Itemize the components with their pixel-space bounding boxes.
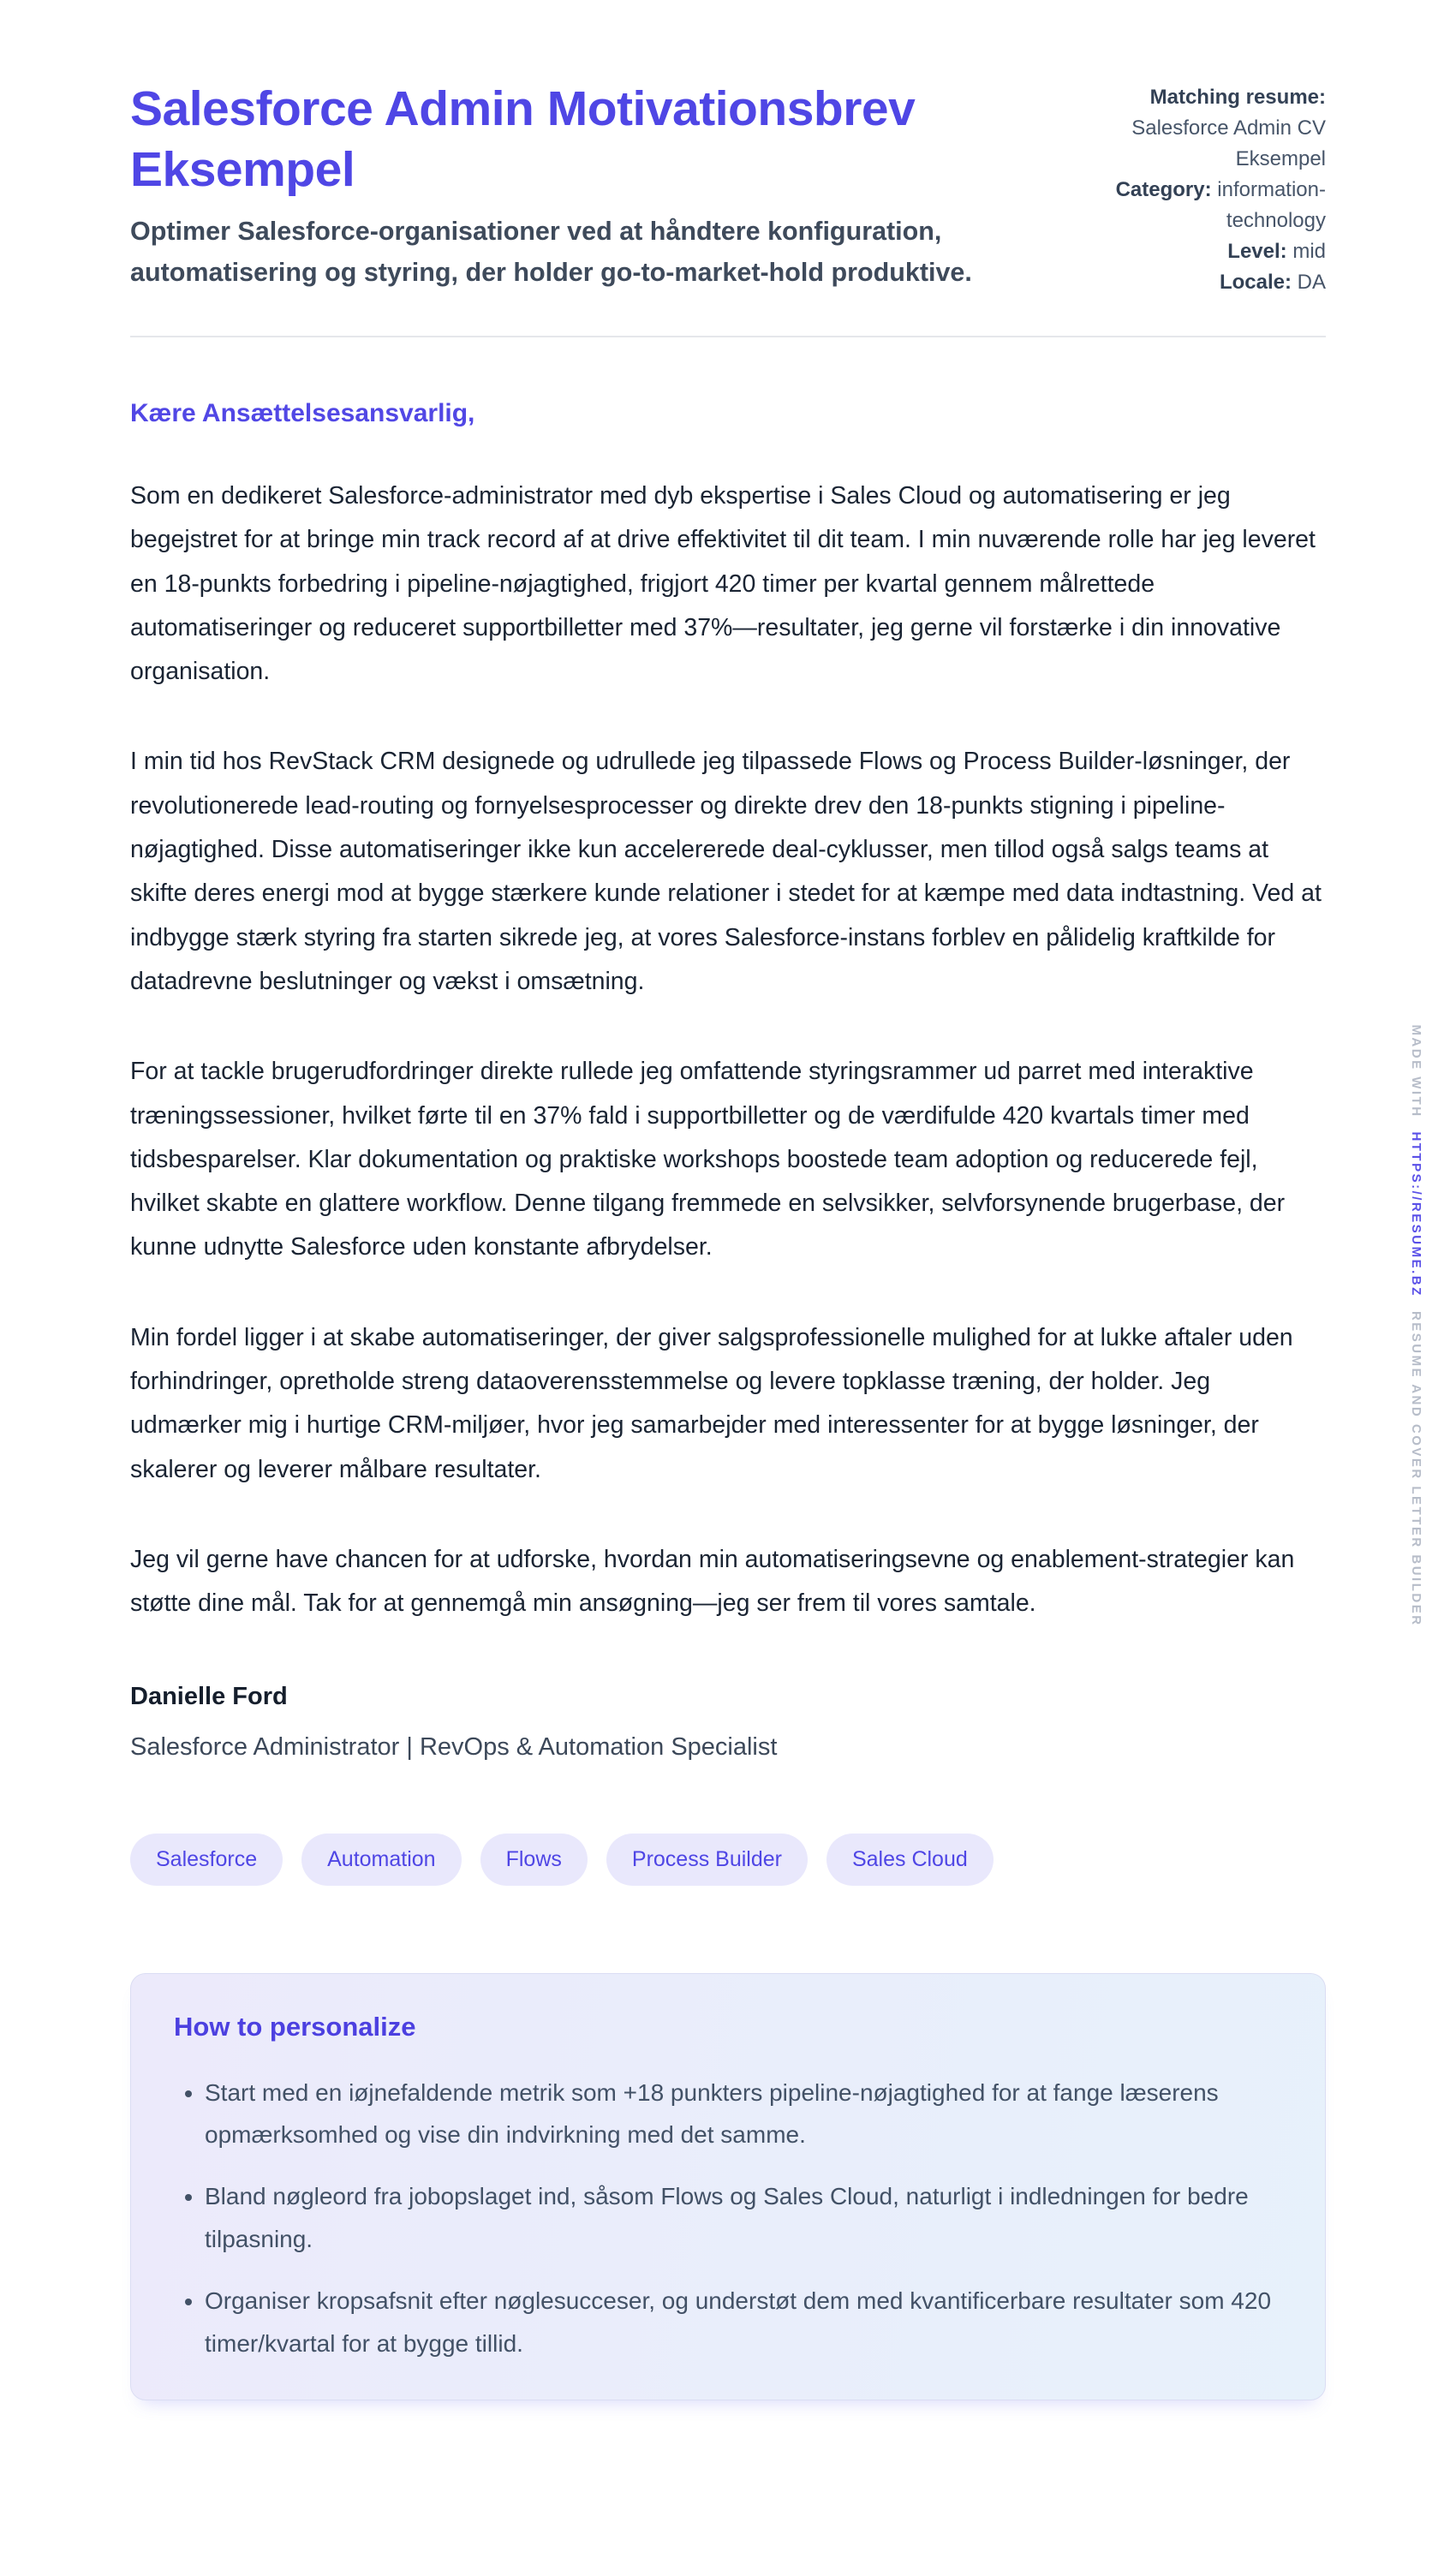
tip-item-2: • Bland nøgleord fra jobopslaget ind, såsom Flows og Sales Cloud, naturligt i indledningen for bedre tilpasning. bbox=[205, 2175, 1282, 2261]
page-title: Salesforce Admin Motivationsbrev Eksempel bbox=[130, 81, 916, 197]
signature-name: Danielle Ford bbox=[130, 1682, 288, 1710]
keyword-tags bbox=[130, 1834, 1326, 1886]
page-subtitle: Optimer Salesforce-organisationer ved at håndtere konfiguration, automatisering og styring, der holder go-to-market-hold produktive. bbox=[130, 217, 972, 287]
tipbox-list bbox=[174, 2072, 1282, 2365]
meta-level-value: mid bbox=[1292, 240, 1326, 263]
letter-paragraph-4: Min fordel ligger i at skabe automatiseringer, der giver salgsprofessionelle mulighed for at lukke aftaler uden forhindringer, opretholde streng dataoverensstemmelse og levere topklasse træning, der holder. Jeg udmærker mig i hurtige CRM-miljøer, hvor jeg samarbejder med interessenter for at bygge løsninger, der skalerer og leverer målbare resultater. bbox=[130, 1323, 1293, 1483]
meta-matching-resume-value: Salesforce Admin CV Eksempel bbox=[1131, 116, 1326, 170]
meta-matching-resume bbox=[1064, 82, 1326, 175]
meta-locale-value: DA bbox=[1297, 271, 1326, 294]
ribbon-suffix-text: RESUME AND COVER LETTER BUILDER bbox=[1409, 1310, 1423, 1627]
header bbox=[130, 0, 1326, 298]
signature-title: Salesforce Administrator | RevOps & Automation Specialist bbox=[130, 1732, 778, 1761]
meta-matching-resume-label: Matching resume: bbox=[1149, 86, 1326, 109]
how-to-personalize-box bbox=[130, 1973, 1326, 2400]
tag-automation[interactable]: Automation bbox=[301, 1834, 461, 1886]
tip-item-3: • Organiser kropsafsnit efter nøglesucceser, og understøt dem med kvantificerbare resultater som 420 timer/kvartal for at bygge tillid. bbox=[205, 2280, 1282, 2365]
tag-salesforce[interactable]: Salesforce bbox=[130, 1834, 283, 1886]
meta-category-value: information-technology bbox=[1217, 178, 1326, 232]
tag-sales-cloud[interactable]: Sales Cloud bbox=[826, 1834, 994, 1886]
tag-process-builder[interactable]: Process Builder bbox=[606, 1834, 808, 1886]
meta-level-label: Level: bbox=[1227, 240, 1287, 263]
meta-panel bbox=[1064, 82, 1326, 298]
letter-greeting: Kære Ansættelsesansvarlig, bbox=[130, 399, 475, 427]
meta-locale-label: Locale: bbox=[1219, 271, 1292, 294]
letter-paragraph-2: I min tid hos RevStack CRM designede og udrullede jeg tilpassede Flows og Process Builder-løsninger, der revolutionerede lead-routing og fornyelsesprocesser og direkte drev den 18-punkts stigning i pipeline-nøjagtighed. Disse automatiseringer ikke kun accelererede deal-cyklusser, men tillod også salgs teams at skifte deres energi mod at bygge stærkere kunde relationer i stedet for at kæmpe med data indtastning. Ved at indbygge stærk styring fra starten sikrede jeg, at vores Salesforce-instans forblev en pålidelig kraftkilde for datadrevne beslutninger og vækst i omsætning. bbox=[130, 748, 1322, 995]
meta-category-label: Category: bbox=[1115, 178, 1212, 201]
meta-category bbox=[1064, 175, 1326, 236]
meta-level bbox=[1064, 236, 1326, 267]
made-with-ribbon bbox=[1409, 1024, 1423, 1626]
cover-letter-page bbox=[130, 0, 1326, 2400]
tipbox-title: How to personalize bbox=[174, 2011, 416, 2042]
letter-paragraph-5: Jeg vil gerne have chancen for at udforske, hvordan min automatiseringsevne og enablement-strategier kan støtte dine mål. Tak for at gennemgå min ansøgning—jeg ser frem til vores samtale. bbox=[130, 1545, 1295, 1618]
tip-item-1: • Start med en iøjnefaldende metrik som +18 punkters pipeline-nøjagtighed for at fange læserens opmærksomhed og vise din indvirkning med det samme. bbox=[205, 2072, 1282, 2157]
letter-paragraph-1: Som en dedikeret Salesforce-administrator med dyb ekspertise i Sales Cloud og automatisering er jeg begejstret for at bringe min track record af at drive effektivitet til dit team. I min nuværende rolle har jeg leveret en 18-punkts forbedring i pipeline-nøjagtighed, frigjort 420 timer per kvartal gennem målrettede automatiseringer og reduceret supportbilletter med 37%—resultater, jeg gerne vil forstærke i din innovative organisation. bbox=[130, 482, 1316, 686]
header-divider bbox=[130, 336, 1326, 337]
meta-locale bbox=[1064, 267, 1326, 298]
ribbon-made-with-text: MADE WITH bbox=[1409, 1024, 1423, 1118]
tag-flows[interactable]: Flows bbox=[480, 1834, 588, 1886]
letter-paragraph-3: For at tackle brugerudfordringer direkte rullede jeg omfattende styringsrammer ud parret med interaktive træningssessioner, hvilket førte til en 37% fald i supportbilletter og de værdifulde 420 kvartals timer med tidsbesparelser. Klar dokumentation og praktiske workshops boostede team adoption og reducerede fejl, hvilket skabte en glattere workflow. Denne tilgang fremmede en selvsikker, selvforsynende brugerbase, der kunne udnytte Salesforce uden konstante afbrydelser. bbox=[130, 1058, 1286, 1261]
header-title-block bbox=[130, 79, 1047, 293]
resume-bz-link[interactable]: HTTPS://RESUME.BZ bbox=[1409, 1131, 1423, 1297]
